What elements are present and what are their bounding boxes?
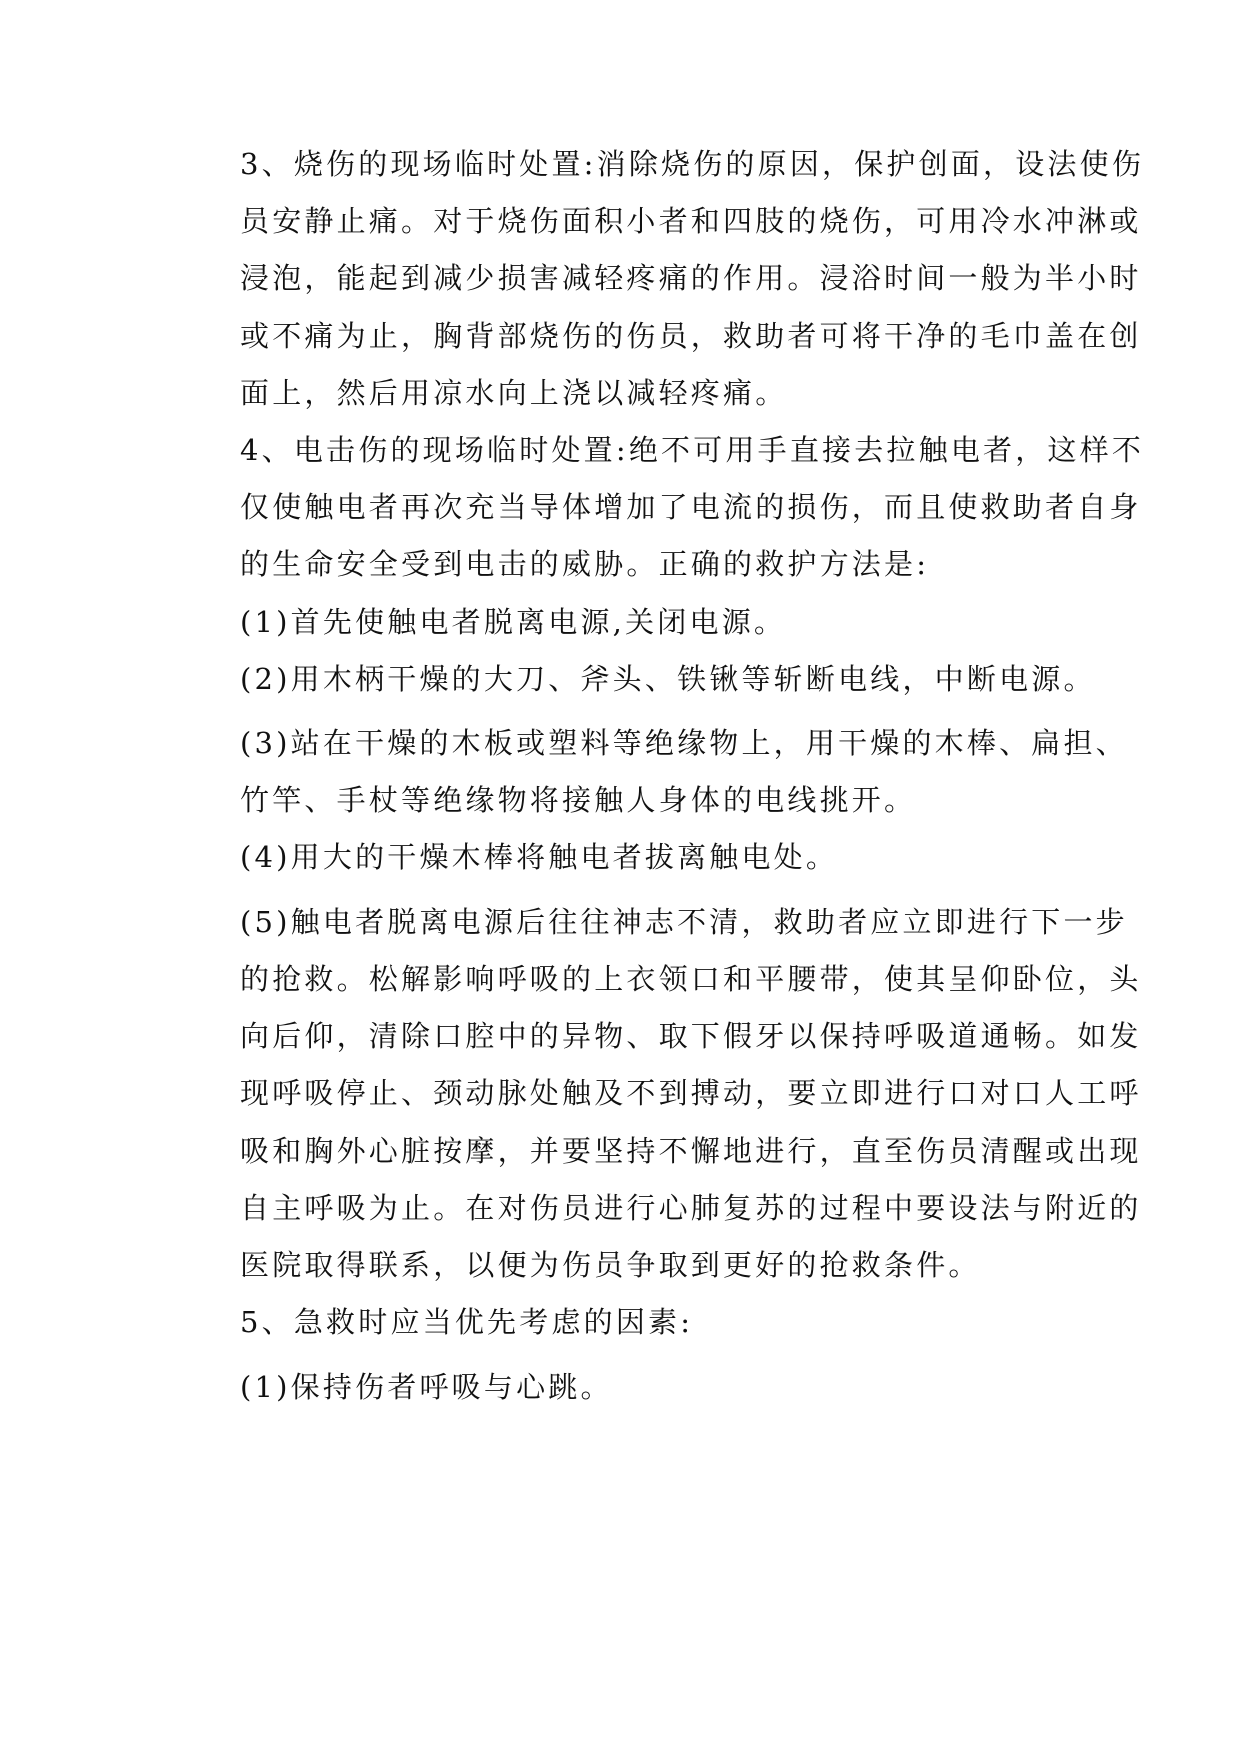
text-line: 浸泡，能起到减少损害减轻疼痛的作用。浸浴时间一般为半小时 xyxy=(240,261,1142,295)
text-line: 向后仰，清除口腔中的异物、取下假牙以保持呼吸道通畅。如发 xyxy=(240,1019,1142,1053)
text-line: 现呼吸停止、颈动脉处触及不到搏动，要立即进行口对口人工呼 xyxy=(240,1076,1142,1110)
text-line: 医院取得联系，以便为伤员争取到更好的抢救条件。 xyxy=(240,1248,981,1282)
text-line: (1)保持伤者呼吸与心跳。 xyxy=(240,1370,613,1404)
text-line: 吸和胸外心脏按摩，并要坚持不懈地进行，直至伤员清醒或出现 xyxy=(240,1134,1142,1168)
text-line: 的抢救。松解影响呼吸的上衣领口和平腰带，使其呈仰卧位，头 xyxy=(240,962,1142,996)
text-line: 竹竿、手杖等绝缘物将接触人身体的电线挑开。 xyxy=(240,783,917,817)
text-line: (3)站在干燥的木板或塑料等绝缘物上，用干燥的木棒、扁担、 xyxy=(240,726,1128,760)
text-line: 员安静止痛。对于烧伤面积小者和四肢的烧伤，可用冷水冲淋或 xyxy=(240,204,1142,238)
text-line: 的生命安全受到电击的威胁。正确的救护方法是: xyxy=(240,547,930,581)
text-line: 面上，然后用凉水向上浇以减轻疼痛。 xyxy=(240,376,788,410)
text-line: 5、急救时应当优先考虑的因素: xyxy=(240,1305,694,1339)
text-line: (5)触电者脱离电源后往往神志不清，救助者应立即进行下一步 xyxy=(240,905,1128,939)
text-line: (1)首先使触电者脱离电源,关闭电源。 xyxy=(240,605,787,639)
text-line: 3、烧伤的现场临时处置:消除烧伤的原因，保护创面，设法使伤 xyxy=(240,147,1145,181)
text-line: 仅使触电者再次充当导体增加了电流的损伤，而且使救助者自身 xyxy=(240,490,1142,524)
text-line: (2)用木柄干燥的大刀、斧头、铁锹等斩断电线，中断电源。 xyxy=(240,662,1096,696)
text-line: 自主呼吸为止。在对伤员进行心肺复苏的过程中要设法与附近的 xyxy=(240,1191,1142,1225)
text-line: (4)用大的干燥木棒将触电者拔离触电处。 xyxy=(240,840,839,874)
text-line: 或不痛为止，胸背部烧伤的伤员，救助者可将干净的毛巾盖在创 xyxy=(240,319,1142,353)
text-line: 4、电击伤的现场临时处置:绝不可用手直接去拉触电者，这样不 xyxy=(240,433,1145,467)
